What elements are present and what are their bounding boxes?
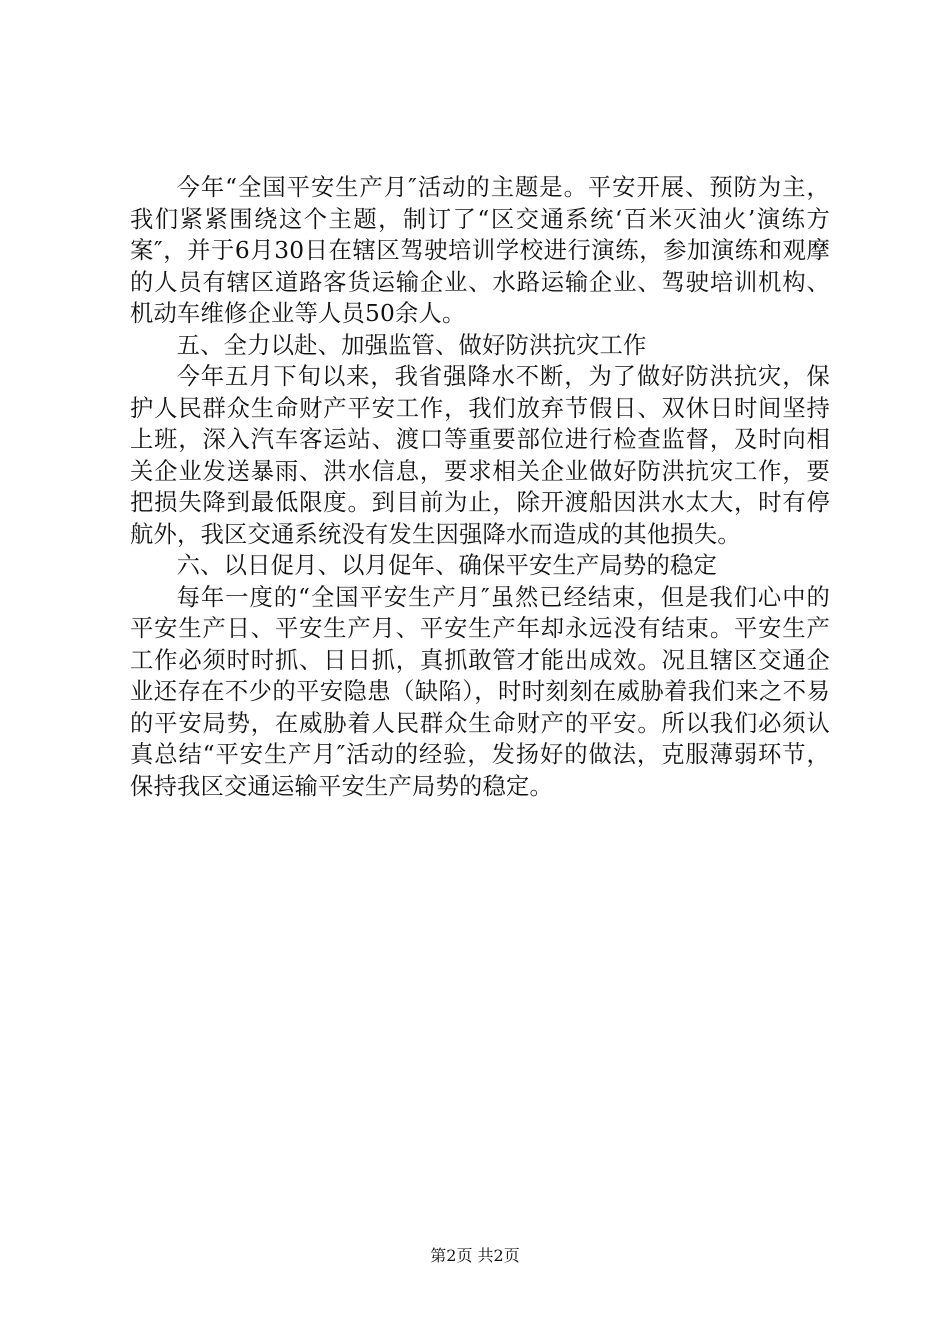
paragraph-stability: 每年一度的“全国平安生产月″虽然已经结束，但是我们心中的平安生产日、平安生产月、平安生产年却永远没有结束。平安生产工作必须时时抓、日日抓，真抓敢管才能出成效。况且辖区交通企业还存在不少的平安隐患（缺陷），时时刻刻在威胁着我们来之不易的平安局势，在威胁着人民群众生命财产的平安。所以我们必须认真总结“平安生产月″活动的经验，发扬好的做法，克服薄弱环节，保持我区交通运输平安生产局势的稳定。	[130, 583, 830, 800]
document-body	[130, 172, 830, 802]
paragraph-drill-plan: 今年“全国平安生产月″活动的主题是。平安开展、预防为主，我们紧紧围绕这个主题，制订了“区交通系统‘百米灭油火’演练方案″，并于6月30日在辖区驾驶培训学校进行演练，参加演练和观摩的人员有辖区道路客货运输企业、水路运输企业、驾驶培训机构、机动车维修企业等人员50余人。	[130, 174, 830, 327]
section-heading-flood-control: 五、全力以赴、加强监管、做好防洪抗灾工作	[176, 331, 647, 359]
paragraph-flood-control: 今年五月下旬以来，我省强降水不断，为了做好防洪抗灾，保护人民群众生命财产平安工作，我们放弃节假日、双休日时间坚持上班，深入汽车客运站、渡口等重要部位进行检查监督，及时向相关企业发送暴雨、洪水信息，要求相关企业做好防洪抗灾工作，要把损失降到最低限度。到目前为止，除开渡船因洪水太大，时有停航外，我区交通系统没有发生因强降水而造成的其他损失。	[130, 363, 830, 548]
section-heading-stability: 六、以日促月、以月促年、确保平安生产局势的稳定	[176, 552, 718, 579]
page-number-footer: 第2页 共2页	[430, 1246, 520, 1265]
